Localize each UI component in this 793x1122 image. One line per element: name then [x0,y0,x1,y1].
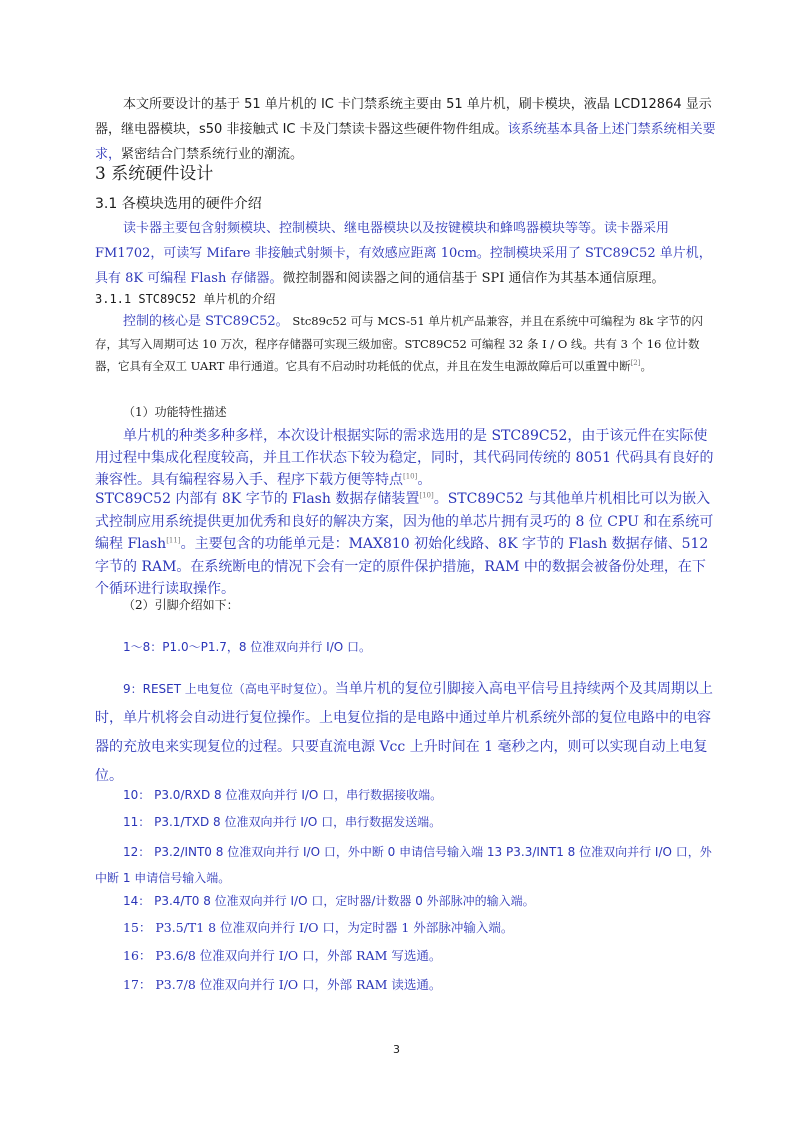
feature-text-1: 单片机的种类多种多样，本次设计根据实际的需求选用的是 STC89C52，由于该元件在实际使用过程中集成化程度较高，并且工作状态下较为稳定，同时，其代码同传统的 8051 代码具有良好的兼容性。具有编程容易入手、程序下载方便等特点 [95,428,714,488]
feature-paragraph-2 [95,488,719,601]
pin-9-description: 当单片机的复位引脚接入高电平信号且持续两个及其周期以上时，单片机将会自动进行复位操作。上电复位指的是电路中通过单片机系统外部的复位电路中的电容器的充放电来实现复位的过程。只要直流电源 Vcc 上升时间在 1 毫秒之内，则可以实现自动上电复位。 [95,681,713,784]
feature-text-2b: 。STC89C52 与其他单片机相比可以为嵌入式控制应用系统提供更加优秀和良好的解决方案，因为他的单芯片拥有灵巧的 8 位 CPU 和在系统可编程 Flash [95,491,714,552]
pin-12: 12： P3.2/INT0 8 位准双向并行 I/O 口，外中断 0 申请信号输入端 13 P3.3/INT1 8 位准双向并行 I/O 口，外中断 1 申请信号输入端。 [95,845,712,885]
section-3-1-paragraph [95,216,719,291]
citation-11: [11] [166,536,181,545]
section-3-1-1-heading: 3.1.1 STC89C52 单片机的介绍 [95,292,276,306]
section-3-1-heading: 3.1 各模块选用的硬件介绍 [95,196,262,212]
citation-2: [2] [630,359,641,368]
feature-text-2c: 。主要包含的功能单元是：MAX810 初始化线路、8K 字节的 Flash 数据存储、512 字节的 RAM。在系统断电的情况下会有一定的原件保护措施，RAM 中的数据会被备份处理，在下个循环进行读取操作。 [95,536,709,597]
feature-paragraph-1 [95,425,719,491]
pin-14: 14： P3.4/T0 8 位准双向并行 I/O 口，定时器/计数器 0 外部脉冲的输入端。 [123,894,535,908]
feature-end-1: 。 [417,472,432,488]
intro-text-2: 该系统基本具备上述门禁系统相关要求， [95,122,716,162]
section-3-1-1-paragraph [95,310,719,377]
section-3-heading: 3 系统硬件设计 [95,164,214,184]
pin-17: 17： P3.7/8 位准双向并行 I/O 口，外部 RAM 读选通。 [123,977,442,992]
pin-16: 16： P3.6/8 位准双向并行 I/O 口，外部 RAM 写选通。 [123,948,442,963]
feature-label: （1）功能特性描述 [123,405,227,419]
sentence-end: 。 [640,359,652,373]
citation-10a: [10] [403,472,418,481]
feature-text-2a: STC89C52 内部有 8K 字节的 Flash 数据存储装置 [95,491,420,507]
section-3-1-text-end: 微控制器和阅读器之间的通信基于 SPI 通信作为其基本通信原理。 [282,271,665,286]
pin-label: （2）引脚介绍如下： [123,598,239,612]
citation-10b: [10] [419,491,434,500]
stc-description: Stc89c52 可与 MCS-51 单片机产品兼容，并且在系统中可编程为 8k 字节的闪存，其写入周期可达 10 万次，程序存储器可实现三级加密。STC89C52 可编程 32 条 I / O 线。共有 3 个 16 位计数器，它具有全双工 UART 串行通道。它具有不启动时功耗低的优点，并且在发生电源故障后可以重置中断 [95,314,703,373]
pin-15: 15： P3.5/T1 8 位准双向并行 I/O 口，为定时器 1 外部脉冲输入端。 [123,920,514,935]
pin-11: 11： P3.1/TXD 8 位准双向并行 I/O 口，串行数据发送端。 [123,815,442,829]
intro-text-3: 紧密结合门禁系统行业的潮流。 [121,147,304,162]
pin-9-label: 9：RESET 上电复位（高电平时复位）。 [123,682,335,696]
section-3-1-text: 读卡器主要包含射频模块、控制模块、继电器模块以及按键模块和蜂鸣器模块等等。读卡器采用 FM1702，可读写 Mifare 非接触式射频卡，有效感应距离 10cm。控制模块采用了 STC89C52 单片机，具有 8K 可编程 Flash 存储器。 [95,221,712,286]
pin-9-paragraph [95,675,719,791]
intro-paragraph [95,92,719,167]
core-sentence: 控制的核心是 STC89C52。 [123,314,289,329]
intro-text-1: 本文所要设计的基于 51 单片机的 IC 卡门禁系统主要由 51 单片机，刷卡模块，液晶 LCD12864 显示器，继电器模块，s50 非接触式 IC 卡及门禁读卡器这些硬件物件组成。 [95,97,712,137]
pin-10: 10： P3.0/RXD 8 位准双向并行 I/O 口，串行数据接收端。 [123,788,443,802]
page-number: 3 [393,1043,400,1056]
pin-1-8: 1～8：P1.0～P1.7，8 位准双向并行 I/O 口。 [123,640,372,654]
